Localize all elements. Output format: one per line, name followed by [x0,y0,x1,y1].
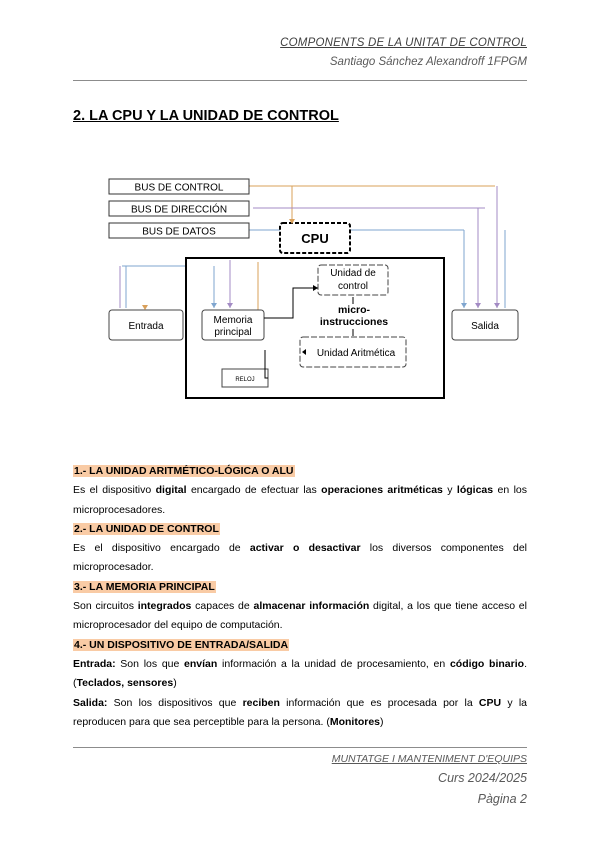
s4-text: ) [380,715,384,728]
s3-title: 3.- LA MEMORIA PRINCIPAL [74,580,215,593]
unidad-aritmetica-label: Unidad Aritmética [316,348,396,359]
s4-text: . ( [73,657,527,690]
s3-paragraph [73,597,527,636]
s4-text: información a la unidad de procesamiento, en [217,657,450,670]
s3-text: Son circuitos [73,600,138,613]
memoria-label-1: Memoria [213,315,253,326]
s2-text: los diversos componentes del microprocesador. [73,542,527,574]
footer-module: MUNTATGE I MANTENIMENT D'EQUIPS [331,753,527,765]
s1-bold: digital [155,484,187,497]
s4-text: información que es procesada por la [279,696,479,709]
s4-text: y la reproducen para que sea perceptible para la persona. ( [73,696,527,728]
s2-paragraph [73,539,527,578]
s2-heading [73,520,527,539]
s4-bold: Teclados, sensores [76,677,174,690]
memoria-label-2: principal [214,327,252,338]
cpu-diagram [100,170,520,410]
s4-bold: envían [184,657,218,670]
s4-bold: reciben [242,696,280,709]
s3-heading [73,578,527,597]
s1-bold: operaciones aritméticas [321,484,443,497]
reloj-label: RELOJ [235,377,255,383]
s4-title: 4.- UN DISPOSITIVO DE ENTRADA/SALIDA [74,638,289,651]
s2-bold: activar o desactivar [249,542,361,555]
s3-bold: integrados [137,600,192,613]
micro-label-1: micro- [337,304,371,316]
bus-direccion-label: BUS DE DIRECCIÓN [130,204,228,216]
s2-text: Es el dispositivo encargado de [73,542,250,555]
header-author: Santiago Sánchez Alexandroff 1FPGM [329,56,527,68]
bus-datos-label: BUS DE DATOS [142,226,216,238]
s2-title: 2.- LA UNIDAD DE CONTROL [74,522,219,535]
cpu-label: CPU [301,231,329,246]
s4-salida-paragraph [73,694,527,733]
s1-heading [73,462,527,481]
s4-bold: Entrada: [73,657,116,670]
footer-curs: Curs 2024/2025 [438,771,527,785]
section-title: 2. LA CPU Y LA UNIDAD DE CONTROL [73,108,339,124]
header-title: COMPONENTS DE LA UNITAT DE CONTROL [280,37,527,49]
footer-divider [73,747,527,748]
s4-bold: CPU [478,696,502,709]
s4-bold: Monitores [329,715,381,728]
s4-heading [73,636,527,655]
unidad-control-label-1: Unidad de [330,268,376,279]
s4-bold: Salida: [73,696,108,709]
footer-page-number: Pàgina 2 [477,792,527,806]
s4-text: Son los que [115,657,185,670]
s3-bold: almacenar información [253,600,370,613]
s4-entrada-paragraph [73,655,527,694]
header-divider [73,80,527,81]
s1-bold: lógicas [456,484,494,497]
s1-text: Es el dispositivo [73,484,156,497]
entrada-label: Entrada [128,321,164,332]
s3-text: capaces de [191,600,254,613]
s4-text: Son los dispositivos que [107,696,243,709]
s1-text: y [442,484,457,497]
s1-text: en los microprocesadores. [73,484,527,516]
unidad-control-label-2: control [337,281,369,292]
body-content [73,462,527,732]
micro-label-2: instrucciones [319,316,389,328]
s1-title: 1.- LA UNIDAD ARITMÉTICO-LÓGICA O ALU [74,465,294,477]
s1-paragraph [73,481,527,520]
s4-text: ) [173,677,177,690]
s4-bold: código binario [449,657,525,670]
salida-label: Salida [471,321,499,332]
s1-text: encargado de efectuar las [186,484,322,497]
s3-text: digital, a los que tiene acceso el microprocesador del equipo de computación. [73,600,527,632]
bus-control-label: BUS DE CONTROL [134,182,224,194]
